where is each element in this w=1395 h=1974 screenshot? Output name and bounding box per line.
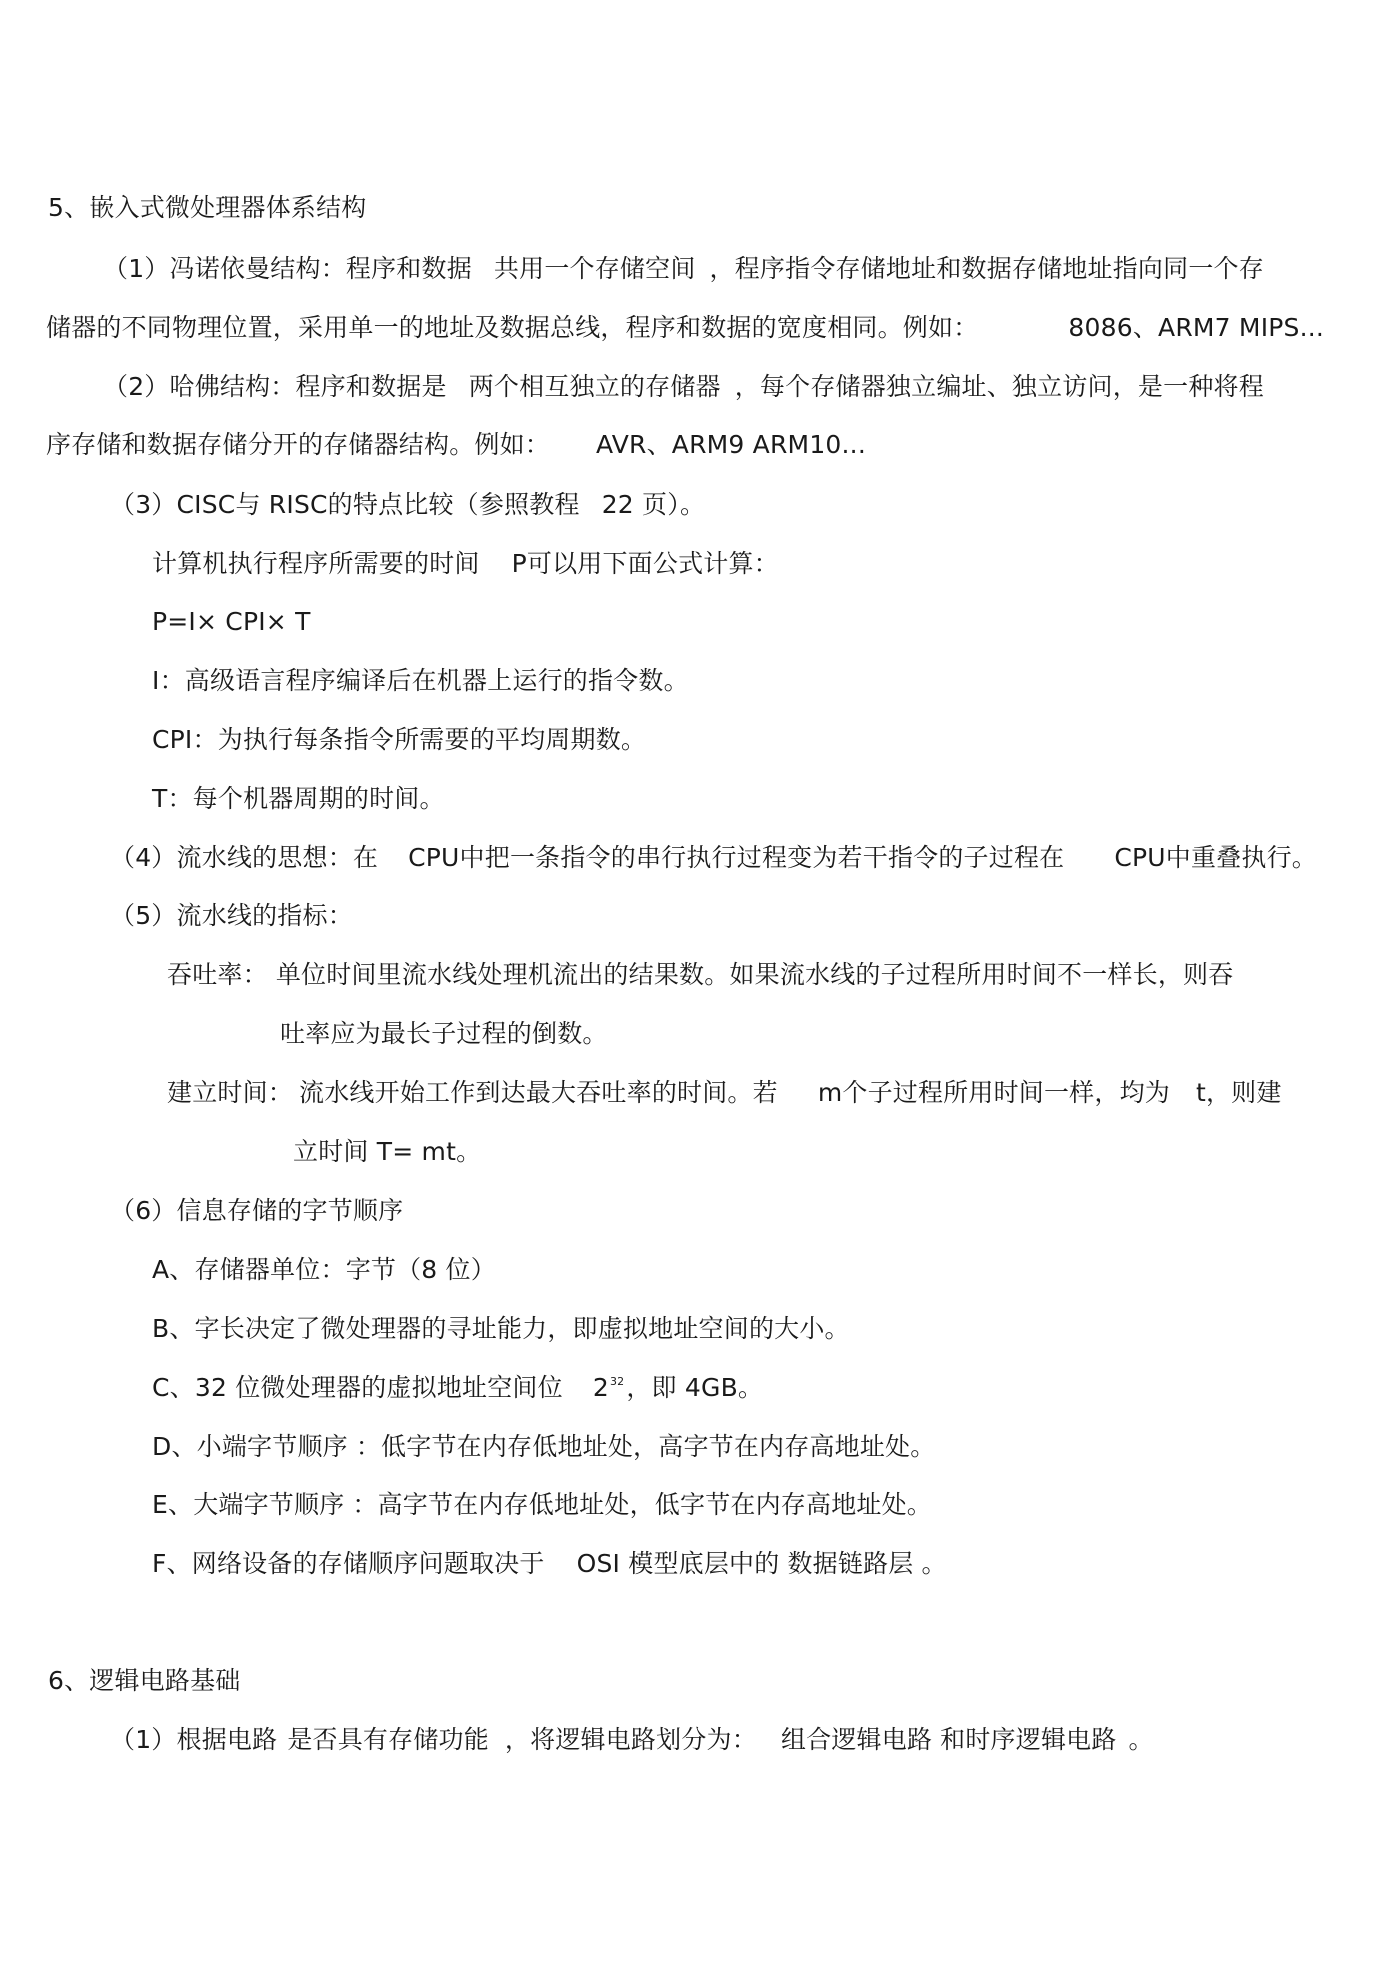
p1-line2: [46, 313, 1324, 343]
p3-intro-b: P可以用下面公式计算：: [511, 549, 779, 578]
p5-setup-line2: [293, 1137, 481, 1167]
setup-desc-a: 流水线开始工作到达最大吞吐率的时间。若: [299, 1078, 778, 1107]
p6-item-c-tail: ，即 4GB。: [626, 1373, 764, 1402]
p6-item-f-layer: 数据链路层: [787, 1549, 914, 1578]
setup-desc-c: t，则建: [1195, 1078, 1282, 1107]
section-6-heading: [48, 1666, 241, 1696]
throughput-desc-cont: 吐率应为最长子过程的倒数。: [280, 1019, 608, 1048]
p6-item-f-text: F、网络设备的存储顺序问题取决于: [152, 1549, 545, 1578]
p1-text-b: 共用一个存储空间: [493, 254, 696, 283]
p3-title: [110, 490, 705, 520]
p4-text-b: CPU中把一条指令的串行执行过程变为若干指令的子过程在: [408, 843, 1065, 872]
p5-throughput-line2: [280, 1019, 608, 1049]
p6-item-f-osi: OSI 模型底层中的: [576, 1549, 780, 1578]
setup-desc-b: m个子过程所用时间一样，均为: [817, 1078, 1170, 1107]
p6-item-b: [152, 1314, 850, 1344]
p6-item-a-text: A、存储器单位：字节（8 位）: [152, 1255, 496, 1284]
p6-title: [110, 1196, 403, 1226]
p1-line1: [103, 254, 1264, 284]
p5-setup-line1: [167, 1078, 1282, 1108]
p2-examples: AVR、ARM9 ARM10...: [596, 430, 866, 459]
s6-p1-b: 是否具有存储功能: [287, 1725, 489, 1754]
p2-line2-text: 序存储和数据存储分开的存储器结构。例如：: [46, 430, 551, 459]
s6-p1-e: 和时序逻辑电路: [940, 1725, 1117, 1754]
section-5-heading: [48, 193, 367, 223]
s6-p1-f: 。: [1128, 1725, 1154, 1754]
p6-item-e-label: E、大端字节顺序: [152, 1490, 345, 1519]
p6-item-e: [152, 1490, 932, 1520]
throughput-desc: 单位时间里流水线处理机流出的结果数。如果流水线的子过程所用时间不一样长，则吞: [275, 960, 1234, 989]
p5-title-text: （5）流水线的指标：: [110, 901, 353, 930]
p2-text-a: （2）哈佛结构：程序和数据是: [103, 372, 447, 401]
p3-title-b: 22 页）。: [601, 490, 706, 519]
p1-text-c: ，程序指令存储地址和数据存储地址指向同一个存: [709, 254, 1264, 283]
p6-item-c-text: C、32 位微处理器的虚拟地址空间位: [152, 1373, 563, 1402]
p6-item-f: [152, 1549, 947, 1579]
p6-item-e-text: ：高字节在内存低地址处，低字节在内存高地址处。: [352, 1490, 933, 1519]
p6-item-c-exponent: 32: [609, 1375, 625, 1388]
setup-label: 建立时间：: [167, 1078, 294, 1107]
p3-intro: [152, 549, 779, 579]
p3-title-a: （3）CISC与 RISC的特点比较（参照教程: [110, 490, 580, 519]
p3-def-i: [152, 666, 689, 696]
s6-p1-d: 组合逻辑电路: [780, 1725, 933, 1754]
p3-intro-a: 计算机执行程序所需要的时间: [152, 549, 480, 578]
p3-def-cpi: [152, 725, 646, 755]
p1-examples: 8086、ARM7 MIPS...: [1068, 313, 1325, 342]
p6-item-c: [152, 1373, 763, 1403]
throughput-label: 吞吐率：: [167, 960, 268, 989]
p2-line1: [103, 372, 1264, 402]
p4-line: [110, 843, 1317, 873]
p4-text-c: CPU中重叠执行。: [1114, 843, 1317, 872]
p6-item-d: [152, 1432, 935, 1462]
p6-item-d-label: D、小端字节顺序: [152, 1432, 348, 1461]
p6-item-b-text: B、字长决定了微处理器的寻址能力，即虚拟地址空间的大小。: [152, 1314, 850, 1343]
p3-formula-text: P=I× CPI× T: [152, 607, 311, 636]
p6-item-a: [152, 1255, 496, 1285]
p1-text-a: （1）冯诺依曼结构：程序和数据: [103, 254, 472, 283]
p6-item-d-text: ：低字节在内存低地址处，高字节在内存高地址处。: [355, 1432, 936, 1461]
p3-formula: [152, 607, 311, 637]
s6-p1-c: ，将逻辑电路划分为：: [504, 1725, 757, 1754]
p5-title: [110, 901, 353, 931]
p2-text-c: ，每个存储器独立编址、独立访问，是一种将程: [734, 372, 1264, 401]
s6-p1-line: [110, 1725, 1154, 1755]
p3-def-t-text: T：每个机器周期的时间。: [152, 784, 445, 813]
p2-line2: [46, 430, 866, 460]
p2-text-b: 两个相互独立的存储器: [468, 372, 721, 401]
p3-def-cpi-text: CPI：为执行每条指令所需要的平均周期数。: [152, 725, 647, 754]
p6-item-c-base: 2: [592, 1373, 609, 1402]
section-6-heading-text: 6、逻辑电路基础: [48, 1666, 241, 1695]
section-5-heading-text: 5、嵌入式微处理器体系结构: [48, 193, 367, 222]
p1-line2-text: 储器的不同物理位置，采用单一的地址及数据总线，程序和数据的宽度相同。例如：: [46, 313, 979, 342]
p3-def-i-text: I：高级语言程序编译后在机器上运行的指令数。: [152, 666, 689, 695]
p6-item-f-end: 。: [921, 1549, 947, 1578]
setup-desc-cont: 立时间 T= mt。: [293, 1137, 482, 1166]
p3-def-t: [152, 784, 445, 814]
p4-text-a: （4）流水线的思想：在: [110, 843, 379, 872]
p6-title-text: （6）信息存储的字节顺序: [110, 1196, 404, 1225]
s6-p1-a: （1）根据电路: [110, 1725, 278, 1754]
p5-throughput-line1: [167, 960, 1233, 990]
